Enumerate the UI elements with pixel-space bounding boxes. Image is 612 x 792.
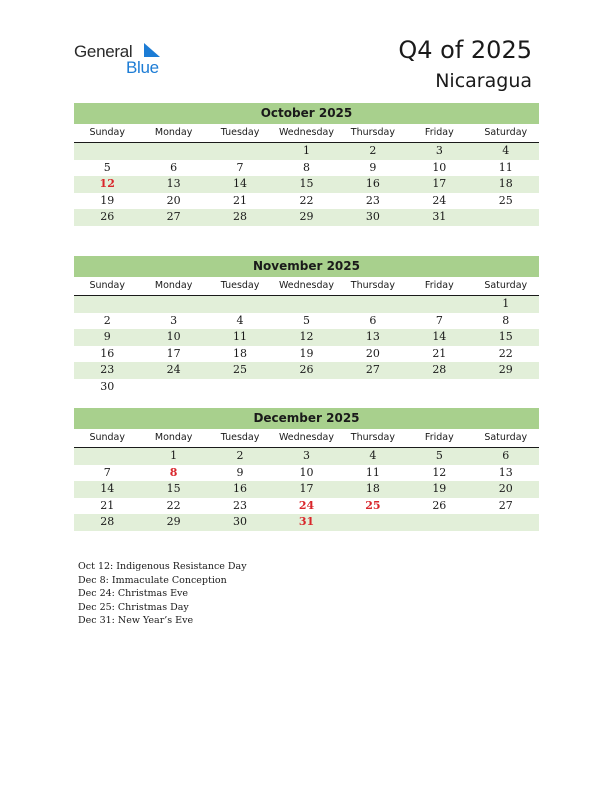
weekday-label: Saturday [484, 280, 528, 291]
day-cell: 19 [299, 346, 314, 360]
weekday-label: Tuesday [220, 127, 260, 138]
day-cell [207, 143, 273, 160]
weekday-label: Monday [154, 280, 193, 291]
day-cell [473, 514, 539, 531]
day-cell: 9 [369, 160, 377, 174]
day-cell: 14 [233, 177, 248, 191]
day-cell: 15 [166, 482, 181, 496]
day-cell: 29 [299, 210, 314, 224]
day-cell: 3 [302, 449, 310, 462]
day-cell: 3 [170, 313, 178, 327]
day-cell: 16 [100, 346, 115, 360]
day-cell: 18 [233, 346, 248, 360]
day-cell: 11 [233, 330, 248, 344]
day-cell: 14 [432, 330, 447, 344]
day-cell: 25 [498, 193, 513, 207]
logo-text-general: General [74, 42, 133, 61]
weekday-label: Thursday [350, 127, 395, 138]
day-cell: 25 [233, 363, 248, 377]
day-cell: 6 [502, 449, 510, 462]
week-row [74, 379, 539, 396]
weekday-label: Tuesday [220, 280, 260, 291]
day-cell: 17 [299, 482, 314, 496]
country-name: Nicaragua [435, 70, 532, 92]
day-cell: 18 [365, 482, 380, 496]
day-cell: 24 [432, 193, 447, 207]
day-cell: 10 [432, 160, 447, 174]
weekday-label: Saturday [484, 127, 528, 138]
day-cell: 30 [365, 210, 380, 224]
day-cell [74, 448, 140, 465]
week-row [74, 176, 539, 193]
day-cell: 19 [100, 193, 115, 207]
day-cell: 5 [435, 449, 443, 462]
day-cell: 27 [166, 210, 181, 224]
day-cell: 10 [299, 465, 314, 479]
day-cell: 28 [100, 515, 115, 529]
month-calendar [74, 408, 539, 531]
holiday-note: Dec 25: Christmas Day [78, 601, 189, 613]
day-cell: 17 [432, 177, 447, 191]
day-cell: 1 [302, 144, 310, 157]
day-cell: 30 [100, 379, 115, 393]
day-cell: 4 [369, 449, 377, 462]
weekday-label: Friday [424, 432, 454, 443]
weekday-header-row [74, 429, 539, 448]
weekday-label: Friday [424, 280, 454, 291]
day-cell: 3 [435, 144, 443, 157]
day-cell: 24 [166, 363, 181, 377]
day-cell: 14 [100, 482, 115, 496]
month-title: October 2025 [74, 103, 539, 124]
day-cell: 12 [432, 465, 447, 479]
day-cell [406, 296, 472, 313]
day-cell: 12 [299, 330, 314, 344]
holiday-note: Dec 8: Immaculate Conception [78, 574, 227, 586]
week-row [74, 329, 539, 346]
logo-text-blue: Blue [126, 58, 159, 77]
day-cell: 8 [502, 313, 510, 327]
day-cell: 7 [103, 465, 111, 479]
day-cell: 20 [498, 482, 513, 496]
holiday-note: Dec 31: New Year’s Eve [78, 615, 194, 627]
day-cell: 1 [170, 449, 178, 462]
day-cell: 23 [100, 363, 115, 377]
week-row [74, 143, 539, 160]
day-cell: 2 [236, 449, 244, 462]
week-row [74, 448, 539, 465]
day-cell [140, 143, 206, 160]
day-cell: 30 [233, 515, 248, 529]
day-cell: 27 [498, 498, 513, 512]
weekday-label: Wednesday [278, 127, 334, 138]
day-cell: 21 [233, 193, 248, 207]
day-cell: 6 [369, 313, 377, 327]
week-row [74, 296, 539, 313]
day-cell [207, 296, 273, 313]
day-cell: 16 [365, 177, 380, 191]
day-cell: 13 [498, 465, 513, 479]
week-row [74, 313, 539, 330]
day-cell: 15 [299, 177, 314, 191]
day-cell: 23 [233, 498, 248, 512]
holiday-note: Oct 12: Indigenous Resistance Day [78, 561, 247, 572]
day-cell: 11 [498, 160, 513, 174]
day-cell: 17 [166, 346, 181, 360]
holiday-day-cell: 31 [298, 515, 315, 529]
day-cell: 27 [365, 363, 380, 377]
week-row [74, 362, 539, 379]
week-row [74, 193, 539, 210]
day-cell: 16 [233, 482, 248, 496]
page-header [0, 0, 612, 100]
day-cell: 19 [432, 482, 447, 496]
weekday-label: Friday [424, 127, 454, 138]
day-cell: 26 [299, 363, 314, 377]
day-cell [207, 379, 273, 396]
logo-triangle-icon [142, 43, 162, 59]
day-cell: 20 [166, 193, 181, 207]
day-cell: 6 [170, 160, 178, 174]
day-cell: 5 [103, 160, 111, 174]
week-row [74, 160, 539, 177]
day-cell: 4 [502, 144, 510, 157]
day-cell: 22 [299, 193, 314, 207]
month-calendar [74, 103, 539, 226]
holiday-day-cell: 24 [298, 498, 315, 512]
day-cell: 23 [365, 193, 380, 207]
day-cell: 7 [435, 313, 443, 327]
day-cell: 4 [236, 313, 244, 327]
weekday-label: Monday [154, 127, 193, 138]
holiday-day-cell: 12 [99, 177, 115, 191]
day-cell: 22 [166, 498, 181, 512]
day-cell [140, 379, 206, 396]
day-cell [406, 514, 472, 531]
weekday-label: Sunday [89, 280, 125, 291]
month-title: November 2025 [74, 256, 539, 277]
day-cell [473, 209, 539, 226]
week-row [74, 481, 539, 498]
day-cell: 5 [302, 313, 310, 327]
day-cell [406, 379, 472, 396]
day-cell: 10 [166, 330, 181, 344]
day-cell: 9 [236, 465, 244, 479]
day-cell: 31 [432, 210, 447, 224]
holiday-notes [78, 560, 247, 628]
weekday-label: Monday [154, 432, 193, 443]
day-cell: 21 [432, 346, 447, 360]
week-row [74, 465, 539, 482]
day-cell: 28 [233, 210, 248, 224]
day-cell: 29 [166, 515, 181, 529]
day-cell [74, 296, 140, 313]
weekday-label: Wednesday [278, 280, 334, 291]
day-cell: 15 [498, 330, 513, 344]
day-cell [140, 296, 206, 313]
day-cell [473, 379, 539, 396]
weekday-label: Sunday [89, 432, 125, 443]
holiday-day-cell: 8 [169, 465, 178, 479]
day-cell: 7 [236, 160, 244, 174]
day-cell: 29 [498, 363, 513, 377]
day-cell [340, 296, 406, 313]
day-cell [273, 379, 339, 396]
day-cell: 28 [432, 363, 447, 377]
generalblue-logo [74, 42, 184, 82]
day-cell: 18 [498, 177, 513, 191]
day-cell: 21 [100, 498, 115, 512]
day-cell [74, 143, 140, 160]
day-cell [273, 296, 339, 313]
weekday-label: Thursday [350, 280, 395, 291]
weekday-label: Sunday [89, 127, 125, 138]
day-cell: 13 [365, 330, 380, 344]
day-cell: 9 [103, 330, 111, 344]
week-row [74, 346, 539, 363]
day-cell: 1 [502, 297, 510, 310]
weekday-label: Tuesday [220, 432, 260, 443]
month-title: December 2025 [74, 408, 539, 429]
day-cell: 2 [369, 144, 377, 157]
weekday-label: Thursday [350, 432, 395, 443]
weekday-label: Saturday [484, 432, 528, 443]
week-row [74, 514, 539, 531]
day-cell: 26 [100, 210, 115, 224]
week-row [74, 498, 539, 515]
month-calendar [74, 256, 539, 396]
holiday-note: Dec 24: Christmas Eve [78, 588, 189, 600]
day-cell: 2 [103, 313, 111, 327]
day-cell: 11 [365, 465, 380, 479]
day-cell: 20 [365, 346, 380, 360]
weekday-header-row [74, 124, 539, 143]
day-cell: 8 [302, 160, 310, 174]
day-cell: 22 [498, 346, 513, 360]
week-row [74, 209, 539, 226]
weekday-header-row [74, 277, 539, 296]
weekday-label: Wednesday [278, 432, 334, 443]
holiday-day-cell: 25 [365, 498, 381, 512]
day-cell: 13 [166, 177, 181, 191]
page-title: Q4 of 2025 [398, 36, 532, 64]
day-cell [340, 514, 406, 531]
day-cell: 26 [432, 498, 447, 512]
day-cell [340, 379, 406, 396]
